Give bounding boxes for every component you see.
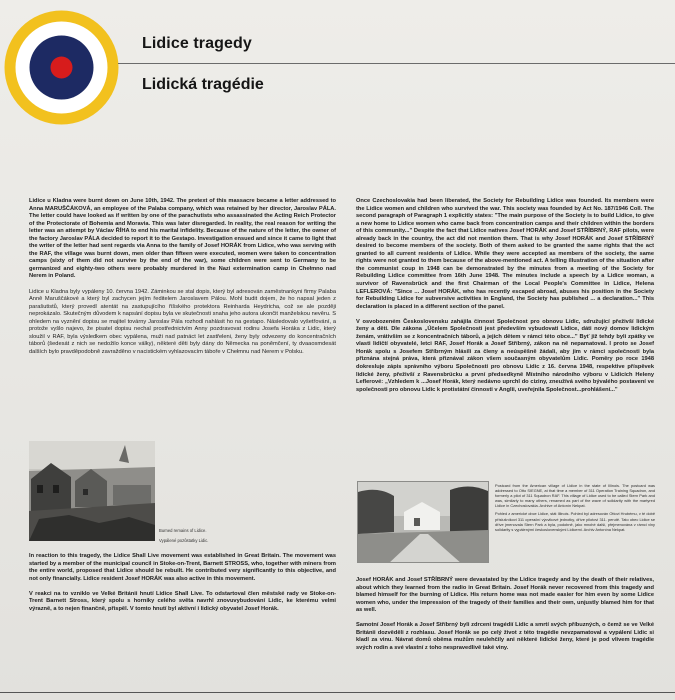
page-title-english: Lidice tragedy [142, 35, 252, 52]
left-column-text [29, 198, 336, 364]
left-paragraph-english: Lidice u Kladna were burnt down on June 10th, 1942. The pretext of this massacre became a letter addressed to Anna MARUŠČÁKOVÁ, an employee of the Palaba company, which was retained by her director, Jaroslav PÁLA. The letter could have looked as if written by one of the parachutists who assassinated the Acting Reich Protector of the Protectorate of Bohemia and Moravia. This was later disregarded. In reality, the real reason for writing the letter was an attempt by Václav ŘÍHA to end his marital infidelity. Because of the nature of the letter, the owner of the factory Jaroslav PÁLA decided to report it to the Gestapo. Investigation ensued and since it came to light that the writer of the letter had sent regards via Anna to the family of Josef HORÁK from Lidice, who was serving with the RAF, the village was burnt down, men older than fifteen were executed, women were taken to concentration camps (sixty of them did not survive by the end of the war), some children were sent to Germany to be germanized and eighty-two others were probably murdered in the Nazi extermination camp in Chełmno nad Nerem in Poland. [29, 198, 336, 280]
left-paragraph-czech-2: V reakci na to vzniklo ve Velké Británii hnutí Lidice Shall Live. To odstartoval člen městské rady ve Stoke-on-Trent Barnett Stross, který spolu s horníky celého světa navrhl znovuvybudování Lidic, ke kterému velmi výrazně, a to nejen finančně, přispěl. V tomto hnutí byl aktivní i lidický obyvatel Josef Horák. [29, 590, 336, 612]
title-divider [118, 63, 675, 64]
right-paragraph-english: Once Czechoslovakia had been liberated, the Society for Rebuilding Lidice was founded. Its members were the Lidice women and children who survived the war. This society was founded by Act No. 187/1946 Coll. The second paragraph of Paragraph 1 explicitly states: "The main purpose of the Society is to build Lidice, to give a new home to Lidice women who came back from concentration camps and their children within the borders of this community..." Despite the fact that Lidice natives Josef HORÁK and Josef STŘÍBRNÝ, RAF pilots, were already back in the country, the act did not mention them. That is why Josef HORÁK and Josef STŘÍBRNÝ desired to become members of the society. Both of them asked to be granted the same rights that the act granted to all current residents of Lidice. While they were accepted as members of the society, the same rights were not granted to them because of the above-mentioned act. A telling illustration of the situation after the communist coup in 1948 can be demonstrated by the minutes from a meeting of the Society for Rebuilding Lidice committee from 16th June 1948. The minutes include a speech by a Lidice woman, a survivor of Ravensbrück and the first Chairman of the Local People's Committee in Lidice, Helena LEFLEROVÁ: "Since ... Josef HORÁK, who has recently escaped abroad, abuses his position in the Society for Rebuilding Lidice for subversive activities in England, the Society has published ... a declaration..." This declaration is placed in a different section of the panel. [356, 198, 654, 310]
right-photo-caption [495, 483, 655, 535]
right-caption-english: Postcard from the American village of Lidice in the state of Illinois. The postcard was addressed to Otto SIEGNE, at that time a member of 311 Operation Training Squadron, and formerly a pilot of 311 Squadron RAF. This village of Lidice used to be called Stern Park and was, similarly to many others, renamed as part of the wave of solidarity with the martyred Lidice in Czechoslovakia. Archive of Antonín Nekpat. [495, 483, 655, 509]
right-column-text [356, 198, 654, 402]
right-paragraph-czech-2: Samotní Josef Horák a Josef Stříbrný byli zdrceni tragédií Lidic a smrtí svých příbuzných, o čemž se ve Velké Británii dozvěděli z rozhlasu. Josef Horák se po celý život z této tragédie nevzpamatoval a vypálení Lidic si kladl za vinu. Návrat domů oběma mužům neulehčily ani některé lidické ženy, které je pod vlivem tragédie svých rodin a své vlastní z toho nespravedlivě také viny. [356, 622, 654, 651]
right-column-lower-text [356, 577, 654, 660]
right-paragraph-czech: V osvobozeném Československu zahájila činnost Společnost pro obnovu Lidic, sdružující přeživší lidické ženy a děti. Dle zákona „Účelem Společnosti jest především vybudovati Lidice, dáti nový domov lidickým ženám, vrátivším se z koncentračních táborů, a jejich dětem v rámci této obce..." Byť již tehdy byli zpátky ve vlasti lidičtí obyvatelé, letci RAF, Josef Horák a Josef Stříbrný, zákon na ně nepamatoval. I proto se Josef Horák spolu s Josefem Stříbrným hlásili za členy a neúspěšně žádali, aby jim v rámci společnosti byla přiznána stejná práva, která přiznával zákon všem současným obyvatelům Lidic. Poměry po roce 1948 dokresluje zápis správního výboru Společnosti pro obnovu Lidic z 16. června 1948, respektive příspěvek lidické ženy, přeživší z Ravensbrücku a první předsedkyně Místního národního výboru v Lidicích Heleny Leflerové: „Vzhledem k ...Josef Horák, který nedávno uprchl do ciziny, zneužívá svého bývalého postavení ve společnosti pro obnovu Lidic k protistátní činnosti v Anglii, uveřejnila Společnost...prohlášení..." [356, 318, 654, 393]
lidice-illinois-postcard-photo [357, 481, 489, 563]
left-paragraph-czech: Lidice u Kladna byly vypáleny 10. června 1942. Záminkou se stal dopis, který byl adresován zaměstnankyni firmy Palaba Anně Maruščákové a který byl zachycen jejím ředitelem Jaroslavem Pálou. Mohl budit dojem, že ho napsal jeden z parašutistů, který provedl atentát na zastupujícího říšského protektora Reinharda Heydricha, což se ale později neprokázalo. Skutečným důvodem k napsání dopisu byla ve skutečnosti snaha jeho autora ukončit manželskou nevěru. S ohledem na vyznění dopisu se majitel továrny Jaroslav Pála rozhodl nahlásit ho na gestapo. Následovalo vyšetřování, a protože vyšlo najevo, že pisatel dopisu nechal prostřednictvím Anny pozdravovat rodinu Josefa Horáka z Lidic, který sloužil v RAF, byla výsledkem obec vypálena, muži nad patnáct let zastřeleni, ženy byly odvezeny do koncentračních táborů (šedesát z nich se nedožilo konce války), některé děti byly dány do Německa na poněmčení, ty dvaaosmdesát dalších bylo pravděpodobně zavražděno v nacistickém vyhlazovacím táboře v Chełmnu nad Nerem v Polsku. [29, 288, 336, 355]
right-paragraph-english-2: Josef HORÁK and Josef STŘÍBRNÝ were devastated by the Lidice tragedy and by the death of their relatives, about which they learned from the radio in Great Britain. Josef Horák never recovered from this tragedy and blamed himself for the burning of Lidice. His return home was not made easier for him even by some Lidice women who, under the impression of the tragedy of their families and their own, unjustly blamed him for that as well. [356, 577, 654, 614]
left-caption-czech: Vypálené pozůstatky Lidic. [159, 537, 209, 543]
left-column-lower-text [29, 553, 336, 621]
left-paragraph-english-2: In reaction to this tragedy, the Lidice Shall Live movement was established in Great Britain. The movement was started by a member of the municipal council in Stoke-on-Trent, Barnett STROSS, who, together with miners from the entire world, proposed that Lidice should be rebuilt. He contributed very significantly to this objective, and not only financially. Lidice resident Josef HORÁK was also active in this movement. [29, 553, 336, 582]
left-photo-caption [159, 528, 249, 543]
lidice-ruins-photo [29, 441, 155, 541]
right-caption-czech: Pohled z americké obce Lidice, stát Illinois. Pohled byl adresován Ottovi Hrubému, v té době příslušníkovi 311 operační výcvikové jednotky, dříve pilotovi 311. perutě. Tato obec Lidice se dříve jmenovala Stern Park a byla, podobně, jako mnohé další, přejmenována v rámci vlny solidarity s vypálenými československými Lidicemi. Archiv Antonína Nekpat. [495, 511, 655, 532]
page-title-czech: Lidická tragédie [142, 76, 264, 93]
raf-roundel-icon [4, 10, 119, 125]
left-caption-english: Burned remains of Lidice. [159, 528, 207, 533]
bottom-divider [0, 692, 675, 693]
